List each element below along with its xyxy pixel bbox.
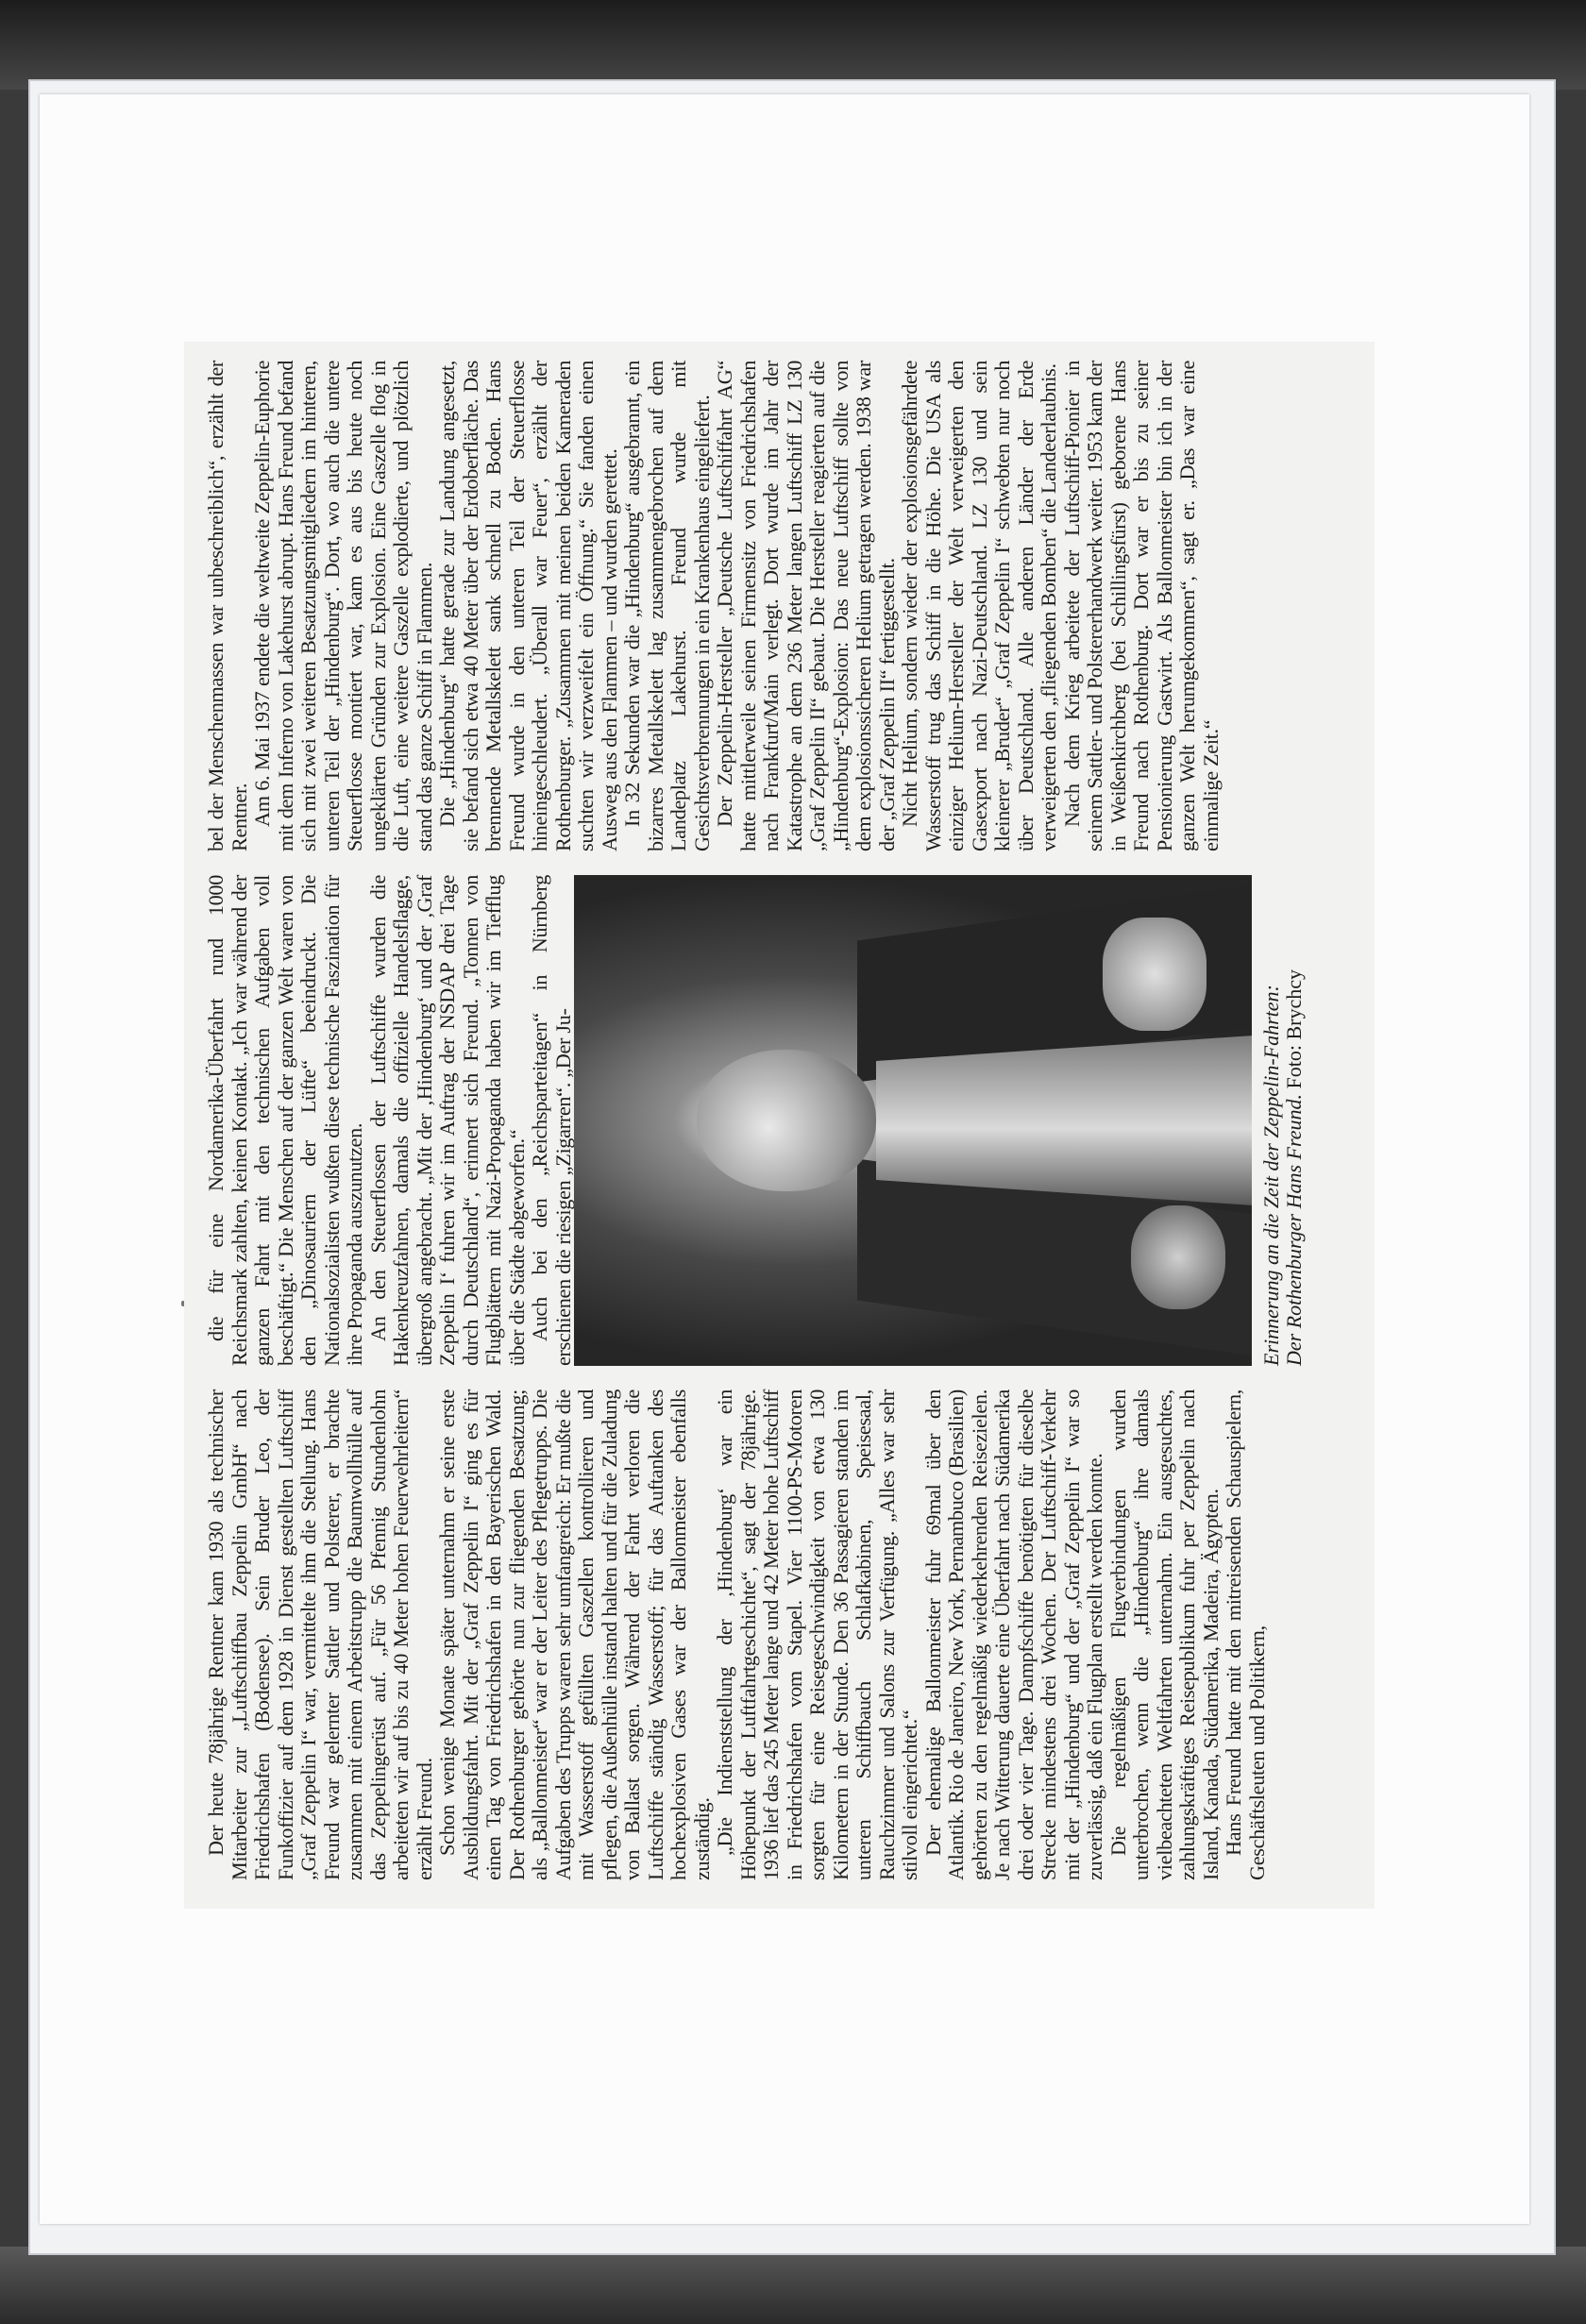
face [697,1050,876,1191]
paragraph: In 32 Sekunden war die „Hindenburg“ ausgebrannt, ein bizarres Metallskelett lag zusammengebrochen auf dem Landeplatz Lakehurst. Freund wurde mit Gesichtsverbrennungen in ein Krankenhaus eingeliefert. [620,361,714,851]
paragraph: bel der Menschenmassen war unbeschreiblich“, erzählt der Rentner. [204,361,251,851]
hand-left [1131,1205,1225,1309]
article-column-1 [205,1389,1352,1880]
paragraph: Nicht Helium, sondern wieder der explosionsgefährdete Wasserstoff trug das Schiff in die Höhe. Die USA als einziger Helium-Hersteller der Welt verweigerten den Gasexport nach Nazi-Deutschland. LZ 130 und sein kleinerer „Bruder“ „Graf Zeppelin I“ schwebten nur noch über Deutschland. Alle anderen Länder der Erde verweigerten den „fliegenden Bomben“ die Landeerlaubnis. [898,361,1060,851]
shirt [876,1036,1252,1205]
rotated-article [184,342,1375,1909]
caption-line-1: Erinnerung an die Zeit der Zeppelin-Fahrten: [1259,985,1283,1366]
newspaper-clipping [184,342,1375,1909]
paragraph: Die regelmäßigen Flugverbindungen wurden unterbrochen, wenn die „Hindenburg“ ihre damals vielbeachteten Weltfahrten unternahm. Ein ausgesuchtes, zahlungskräftiges Reisepublikum fuhr per Zeppelin nach Island, Kanada, Südamerika, Madeira, Ägypten. [1105,1389,1223,1880]
paragraph: Hans Freund hatte mit den mitreisenden Schauspielern, Geschäftsleuten und Politikern, [1222,1389,1269,1880]
hand-right [1103,918,1206,1031]
caption-line-2 [1283,875,1306,1366]
paragraph: Die „Hindenburg“ hatte gerade zur Landung angesetzt, sie befand sich etwa 40 Meter über der Erdoberfläche. Das brennende Metallskelett sank schnell zu Boden. Hans Freund wurde in den unteren Teil der Steuerflosse hineingeschleudert. „Überall war Feuer“, erzählt der Rothenburger. „Zusammen mit meinen beiden Kameraden suchten wir verzweifelt ein Öffnung.“ Sie fanden einen Ausweg aus den Flammen – und wurden gerettet. [435,361,621,851]
paragraph: Der Zeppelin-Hersteller „Deutsche Luftschiffahrt AG“ hatte mittlerweile seinen Firmensitz von Friedrichshafen nach Frankfurt/Main verlegt. Dort wurde im Jahr der Katastrophe an dem 236 Meter langen Luftschiff LZ 130 „Graf Zeppelin II“ gebaut. Die Hersteller reagierten auf die „Hindenburg“-Explosion: Das neue Luftschiff sollte von dem explosionssicheren Helium getragen werden. 1938 war der „Graf Zeppelin II“ fertiggestellt. [713,361,899,851]
caption-subject: Der Rothenburger Hans Freund. [1282,1094,1306,1366]
article-column-2 [205,875,575,1366]
paragraph: Schon wenige Monate später unternahm er seine erste Ausbildungsfahrt. Mit der „Graf Zeppelin I“ ging es für einen Tag von Friedrichshafen in den Bayerischen Wald. Der Rothenburger gehörte nun zur fliegenden Besatzung; als „Ballonmeister“ war er der Leiter des Pflegetrupps. Die Aufgaben des Trupps waren sehr umfangreich: Er mußte die mit Wasserstoff gefüllten Gaszellen kontrollieren und pflegen, die Außenhülle instand halten und für die Zuladung von Ballast sorgen. Während der Fahrt verloren die Luftschiffe ständig Wasserstoff; für das Auftanken des hochexplosiven Gases war der Ballonmeister ebenfalls zuständig. [435,1389,714,1880]
paragraph: Am 6. Mai 1937 endete die weltweite Zeppelin-Euphorie mit dem Inferno von Lakehurst abrupt. Hans Freund befand sich mit zwei weiteren Besatzungsmitgliedern im hinteren, unteren Teil der „Hindenburg“. Dort, wo auch die untere Steuerflosse montiert war, kam es aus bis heute noch ungeklärten Gründen zur Explosion. Eine Gaszelle flog in die Luft, eine weitere Gaszelle explodierte, und plötzlich stand das ganze Schiff in Flammen. [250,361,436,851]
album-background-top [0,0,1586,90]
paragraph: An den Steuerflossen der Luftschiffe wurden die Hakenkreuzfahnen, damals die offizielle Handelsflagge, übergroß angebracht. „Mit der ‚Hindenburg‘ und der ‚Graf Zeppelin I‘ fuhren wir im Auftrag der NSDAP drei Tage durch Deutschland“, erinnert sich Freund. „Tonnen von Flugblättern mit Nazi-Propaganda haben wir im Tiefflug über die Städte abgeworfen.“ [365,875,529,1366]
paragraph: Nach dem Krieg arbeitete der Luftschiff-Pionier in seinem Sattler- und Polstererhandwerk weiter. 1953 kam der in Weißenkirchberg (bei Schillingsfürst) geborene Hans Freund nach Rothenburg. Dort war er bis zu seiner Pensionierung Gastwirt. Als Ballonmeister bin ich in der ganzen Welt herumgekommen“, sagt er. „Das war eine einmalige Zeit.“ [1059,361,1223,851]
article-column-3 [205,361,1352,851]
photo-caption [1260,875,1306,1366]
paragraph: „Die Indienststellung der ‚Hindenburg‘ war ein Höhepunkt der Luftfahrtgeschichte“, sagt der 78jährige. 1936 lief das 245 Meter lange und 42 Meter hohe Luftschiff in Friedrichshafen vom Stapel. Vier 1100-PS-Motoren sorgten für eine Reisegeschwindigkeit von etwa 130 Kilometern in der Stunde. Den 36 Passagieren standen im unteren Schiffbauch Schlafkabinen, Speisesaal, Rauchzimmer und Salons zur Verfügung. „Alles war sehr stilvoll eingerichtet.“ [713,1389,921,1880]
photo-credit: Foto: Brychcy [1282,969,1306,1089]
portrait-photo [574,875,1252,1366]
paragraph: Der heute 78jährige Rentner kam 1930 als technischer Mitarbeiter zur „Luftschiffbau Zeppelin GmbH“ nach Friedrichshafen (Bodensee). Sein Bruder Leo, der Funkoffizier auf dem 1928 in Dienst gestellten Luftschiff „Graf Zeppelin I“ war, vermittelte ihm die Stellung. Hans Freund war gelernter Sattler und Polsterer, er brachte zusammen mit einem Arbeitstrupp die Baumwollhülle auf das Zeppelingerüst auf. „Für 56 Pfennig Stundenlohn arbeiteten wir auf bis zu 40 Meter hohen Feuerwehrleitern“ erzählt Freund. [204,1389,436,1880]
album-background-bottom [0,2247,1586,2324]
paragraph: Auch bei den „Reichsparteitagen“ in Nürnberg erschienen die riesigen „Zigarren“. „Der Ju- [528,875,575,1366]
paragraph: die für eine Nordamerika-Überfahrt rund 1000 Reichsmark zahlten, keinen Kontakt. „Ich war während der ganzen Fahrt mit den technischen Aufgaben voll beschäftigt.“ Die Menschen auf der ganzen Welt waren von den „Dinosauriern der Lüfte“ beeindruckt. Die Nationalsozialisten wußten diese technische Faszination für ihre Propaganda auszunutzen. [204,875,366,1366]
paragraph: Der ehemalige Ballonmeister fuhr 69mal über den Atlantik. Rio de Janeiro, New York, Pernambuco (Brasilien) gehörten zu den regelmäßig wiederkehrenden Reisezielen. Je nach Witterung dauerte eine Überfahrt nach Südamerika drei oder vier Tage. Dampfschiffe benötigten für dieselbe Strecke mindestens drei Wochen. Der Luftschiff-Verkehr mit der „Hindenburg“ und der „Graf Zeppelin I“ war so zuverlässig, daß ein Flugplan erstellt werden konnte. [920,1389,1106,1880]
